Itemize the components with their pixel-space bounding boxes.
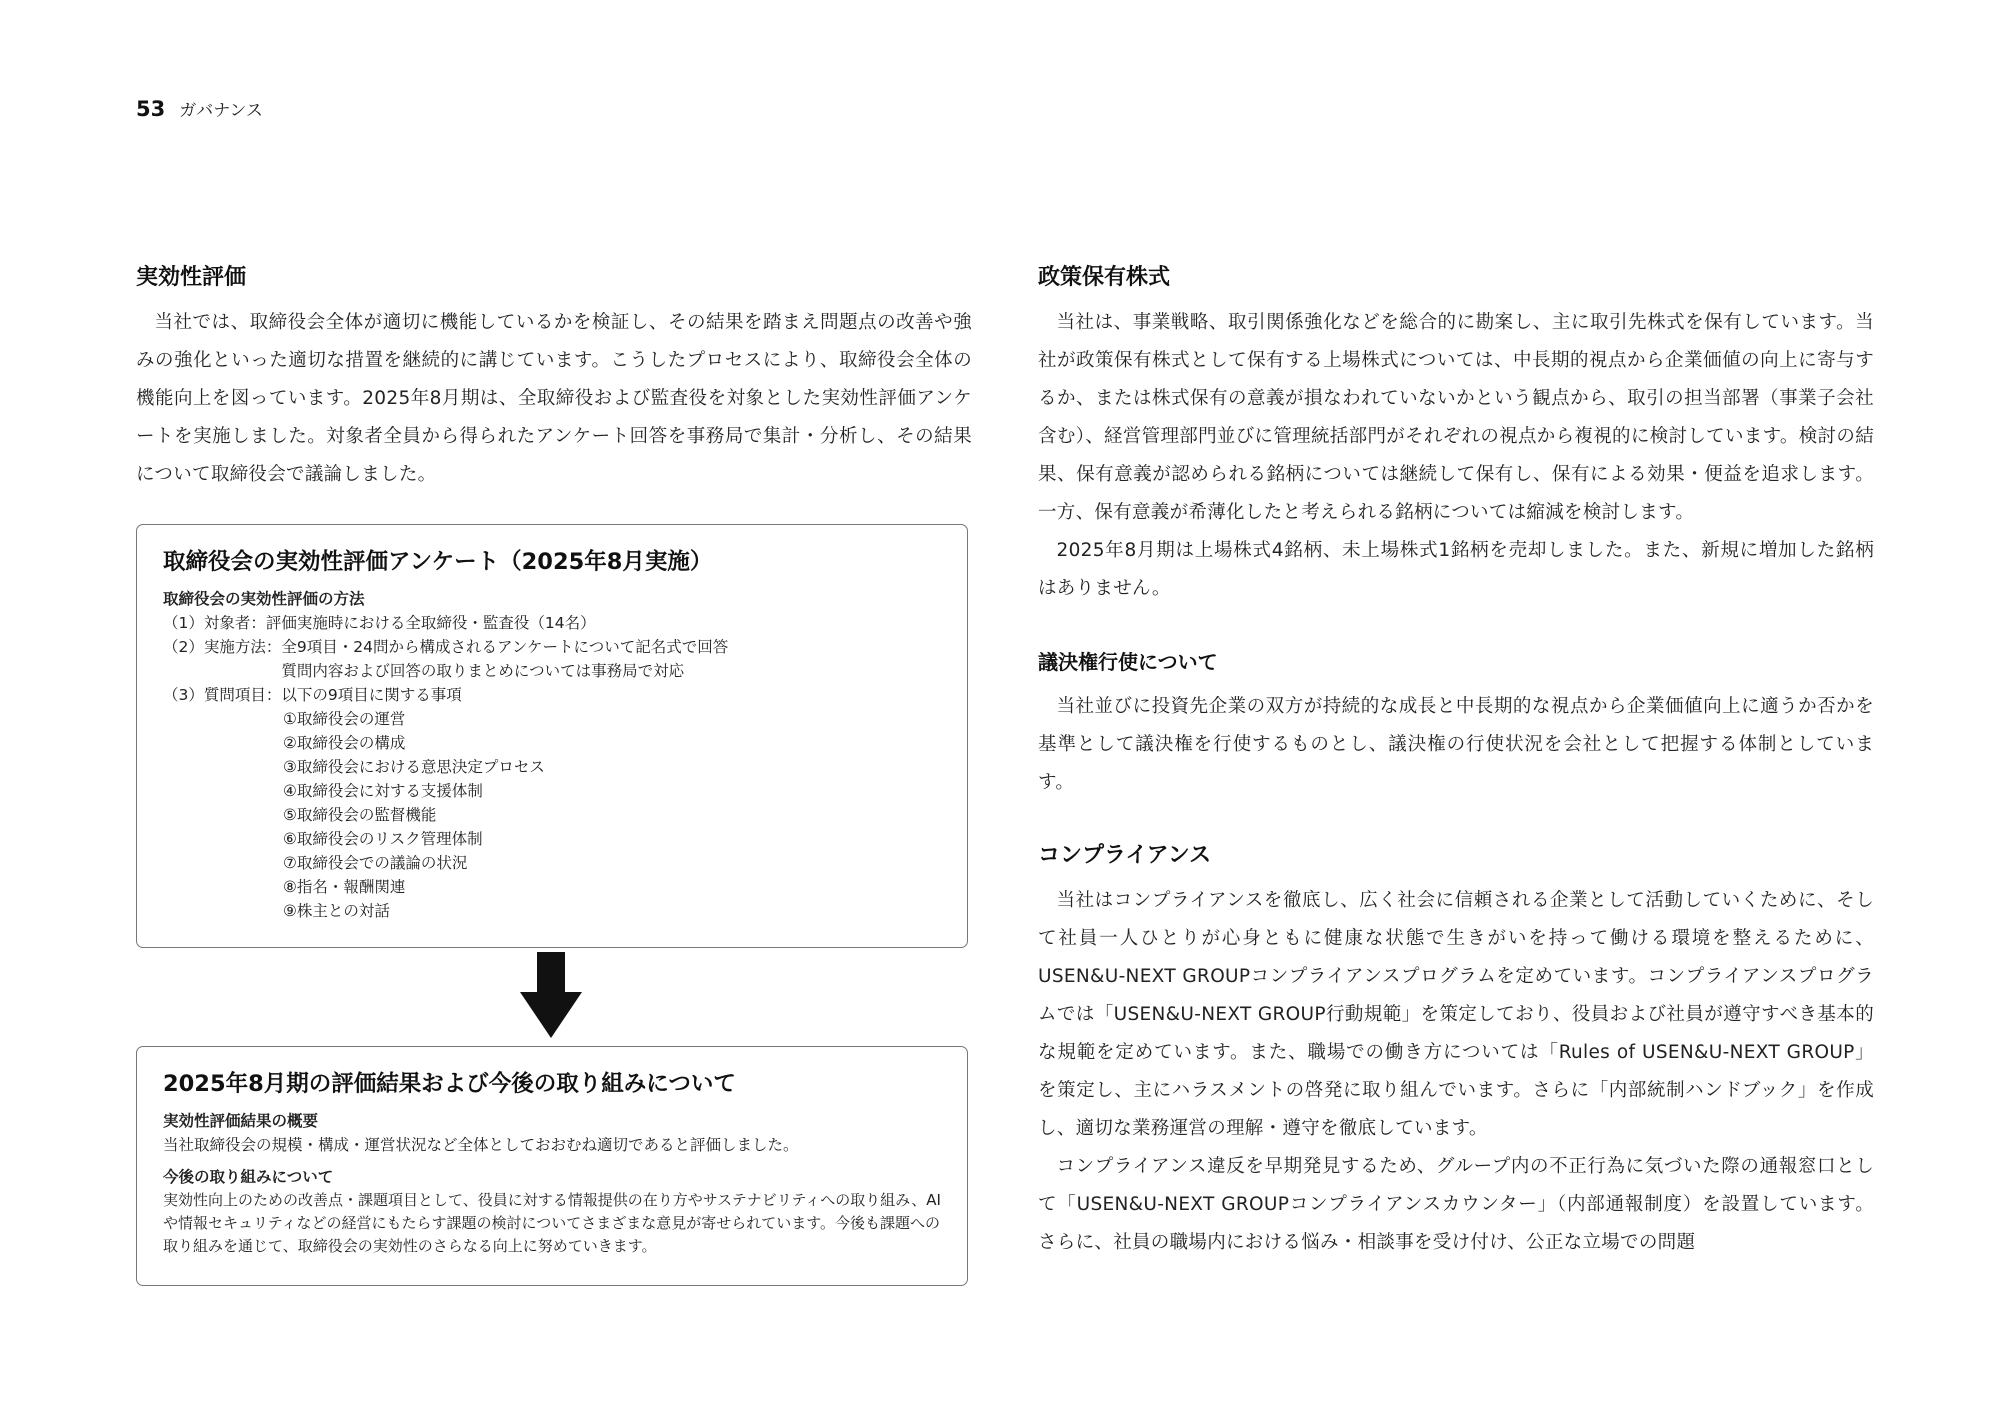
list-item: ③取締役会における意思決定プロセス [283, 758, 545, 776]
list-item: ④取締役会に対する支援体制 [283, 782, 483, 800]
effectiveness-paragraph: 当社では、取締役会全体が適切に機能しているかを検証し、その結果を踏まえ問題点の改善や強みの強化といった適切な措置を継続的に講じています。こうしたプロセスにより、取締役会全体の機能向上を図っています。2025年8月期は、全取締役および監査役を対象とした実効性評価アンケートを実施しました。対象者全員から得られたアンケート回答を事務局で集計・分析し、その結果について取締役会で議論しました。 [136, 312, 972, 485]
row-body-line: 全9項目・24問から構成されるアンケートについて記名式で回答 [281, 638, 729, 656]
row-body-line: 質問内容および回答の取りまとめについては事務局で対応 [281, 662, 685, 680]
row-term: （1）対象者： [163, 614, 266, 632]
future-heading: 今後の取り組みについて [163, 1168, 334, 1186]
compliance-paragraph-2: コンプライアンス違反を早期発見するため、グループ内の不正行為に気づいた際の通報窓口として「USEN&U-NEXT GROUPコンプライアンスカウンター」（内部通報制度）を設置しています。さらに、社員の職場内における悩み・相談事を受け付け、公正な立場での問題 [1038, 1156, 1874, 1253]
voting-rights-title: 議決権行使について [1038, 650, 1218, 674]
results-box [136, 1046, 968, 1286]
method-row-subjects [163, 611, 941, 635]
right-column [1038, 262, 1874, 1262]
results-box-title: 2025年8月期の評価結果および今後の取り組みについて [163, 1071, 736, 1097]
compliance-paragraph-1: 当社はコンプライアンスを徹底し、広く社会に信頼される企業として活動していくために、そして社員一人ひとりが心身ともに健康な状態で生きがいを持って働ける環境を整えるために、USEN&U-NEXT GROUPコンプライアンスプログラムを定めています。コンプライアンスプログラムでは「USEN&U-NEXT GROUP行動規範」を策定しており、役員および社員が遵守すべき基本的な規範を定めています。また、職場での働き方については「Rules of USEN&U-NEXT GROUP」を策定し、主にハラスメントの啓発に取り組んでいます。さらに「内部統制ハンドブック」を作成し、適切な業務運営の理解・遵守を徹底しています。 [1038, 890, 1874, 1139]
list-item: ⑨株主との対話 [283, 902, 390, 920]
section-name: ガバナンス [179, 101, 263, 121]
survey-box [136, 524, 968, 948]
list-item: ⑥取締役会のリスク管理体制 [283, 830, 483, 848]
policy-holdings-paragraph-1: 当社は、事業戦略、取引関係強化などを総合的に勘案し、主に取引先株式を保有しています。当社が政策保有株式として保有する上場株式については、中長期的視点から企業価値の向上に寄与するか、または株式保有の意義が損なわれていないかという観点から、取引の担当部署（事業子会社含む）、経営管理部門並びに管理統括部門がそれぞれの視点から複視的に検討しています。検討の結果、保有意義が認められる銘柄については継続して保有し、保有による効果・便益を追求します。一方、保有意義が希薄化したと考えられる銘柄については縮減を検討します。 [1038, 312, 1874, 523]
left-column [136, 262, 972, 494]
list-item: ①取締役会の運営 [283, 710, 406, 728]
page-number: 53 [136, 97, 166, 121]
list-item: ②取締役会の構成 [283, 734, 406, 752]
summary-text: 当社取締役会の規模・構成・運営状況など全体としておおむね適切であると評価しました。 [163, 1136, 799, 1154]
effectiveness-title: 実効性評価 [136, 265, 247, 290]
future-text: 実効性向上のための改善点・課題項目として、役員に対する情報提供の在り方やサステナビリティへの取り組み、AIや情報セキュリティなどの経営にもたらす課題の検討についてさまざまな意見が寄せられています。今後も課題への取り組みを通じて、取締役会の実効性のさらなる向上に努めていきます。 [163, 1191, 941, 1255]
policy-holdings-title: 政策保有株式 [1038, 265, 1171, 290]
row-body [281, 635, 941, 683]
list-item: ⑧指名・報酬関連 [283, 878, 406, 896]
survey-box-title: 取締役会の実効性評価アンケート（2025年8月実施） [163, 549, 713, 575]
row-body: 以下の9項目に関する事項 [281, 686, 462, 704]
method-row-implementation [163, 635, 941, 683]
question-items-list [163, 707, 941, 923]
method-row-questions [163, 683, 941, 707]
summary-heading: 実効性評価結果の概要 [163, 1112, 319, 1130]
voting-rights-paragraph: 当社並びに投資先企業の双方が持続的な成長と中長期的な視点から企業価値向上に適うか否かを基準として議決権を行使するものとし、議決権の行使状況を会社として把握する体制としています。 [1038, 696, 1874, 793]
list-item: ⑦取締役会での議論の状況 [283, 854, 468, 872]
policy-holdings-paragraph-2: 2025年8月期は上場株式4銘柄、未上場株式1銘柄を売却しました。また、新規に増加した銘柄はありません。 [1038, 540, 1874, 599]
compliance-title: コンプライアンス [1038, 843, 1212, 868]
method-heading: 取締役会の実効性評価の方法 [163, 590, 365, 608]
down-arrow-icon [520, 952, 582, 1038]
page-header [136, 96, 263, 121]
list-item: ⑤取締役会の監督機能 [283, 806, 437, 824]
row-term: （3）質問項目： [163, 686, 282, 704]
row-term: （2）実施方法： [163, 638, 282, 656]
row-body: 評価実施時における全取締役・監査役（14名） [265, 614, 596, 632]
